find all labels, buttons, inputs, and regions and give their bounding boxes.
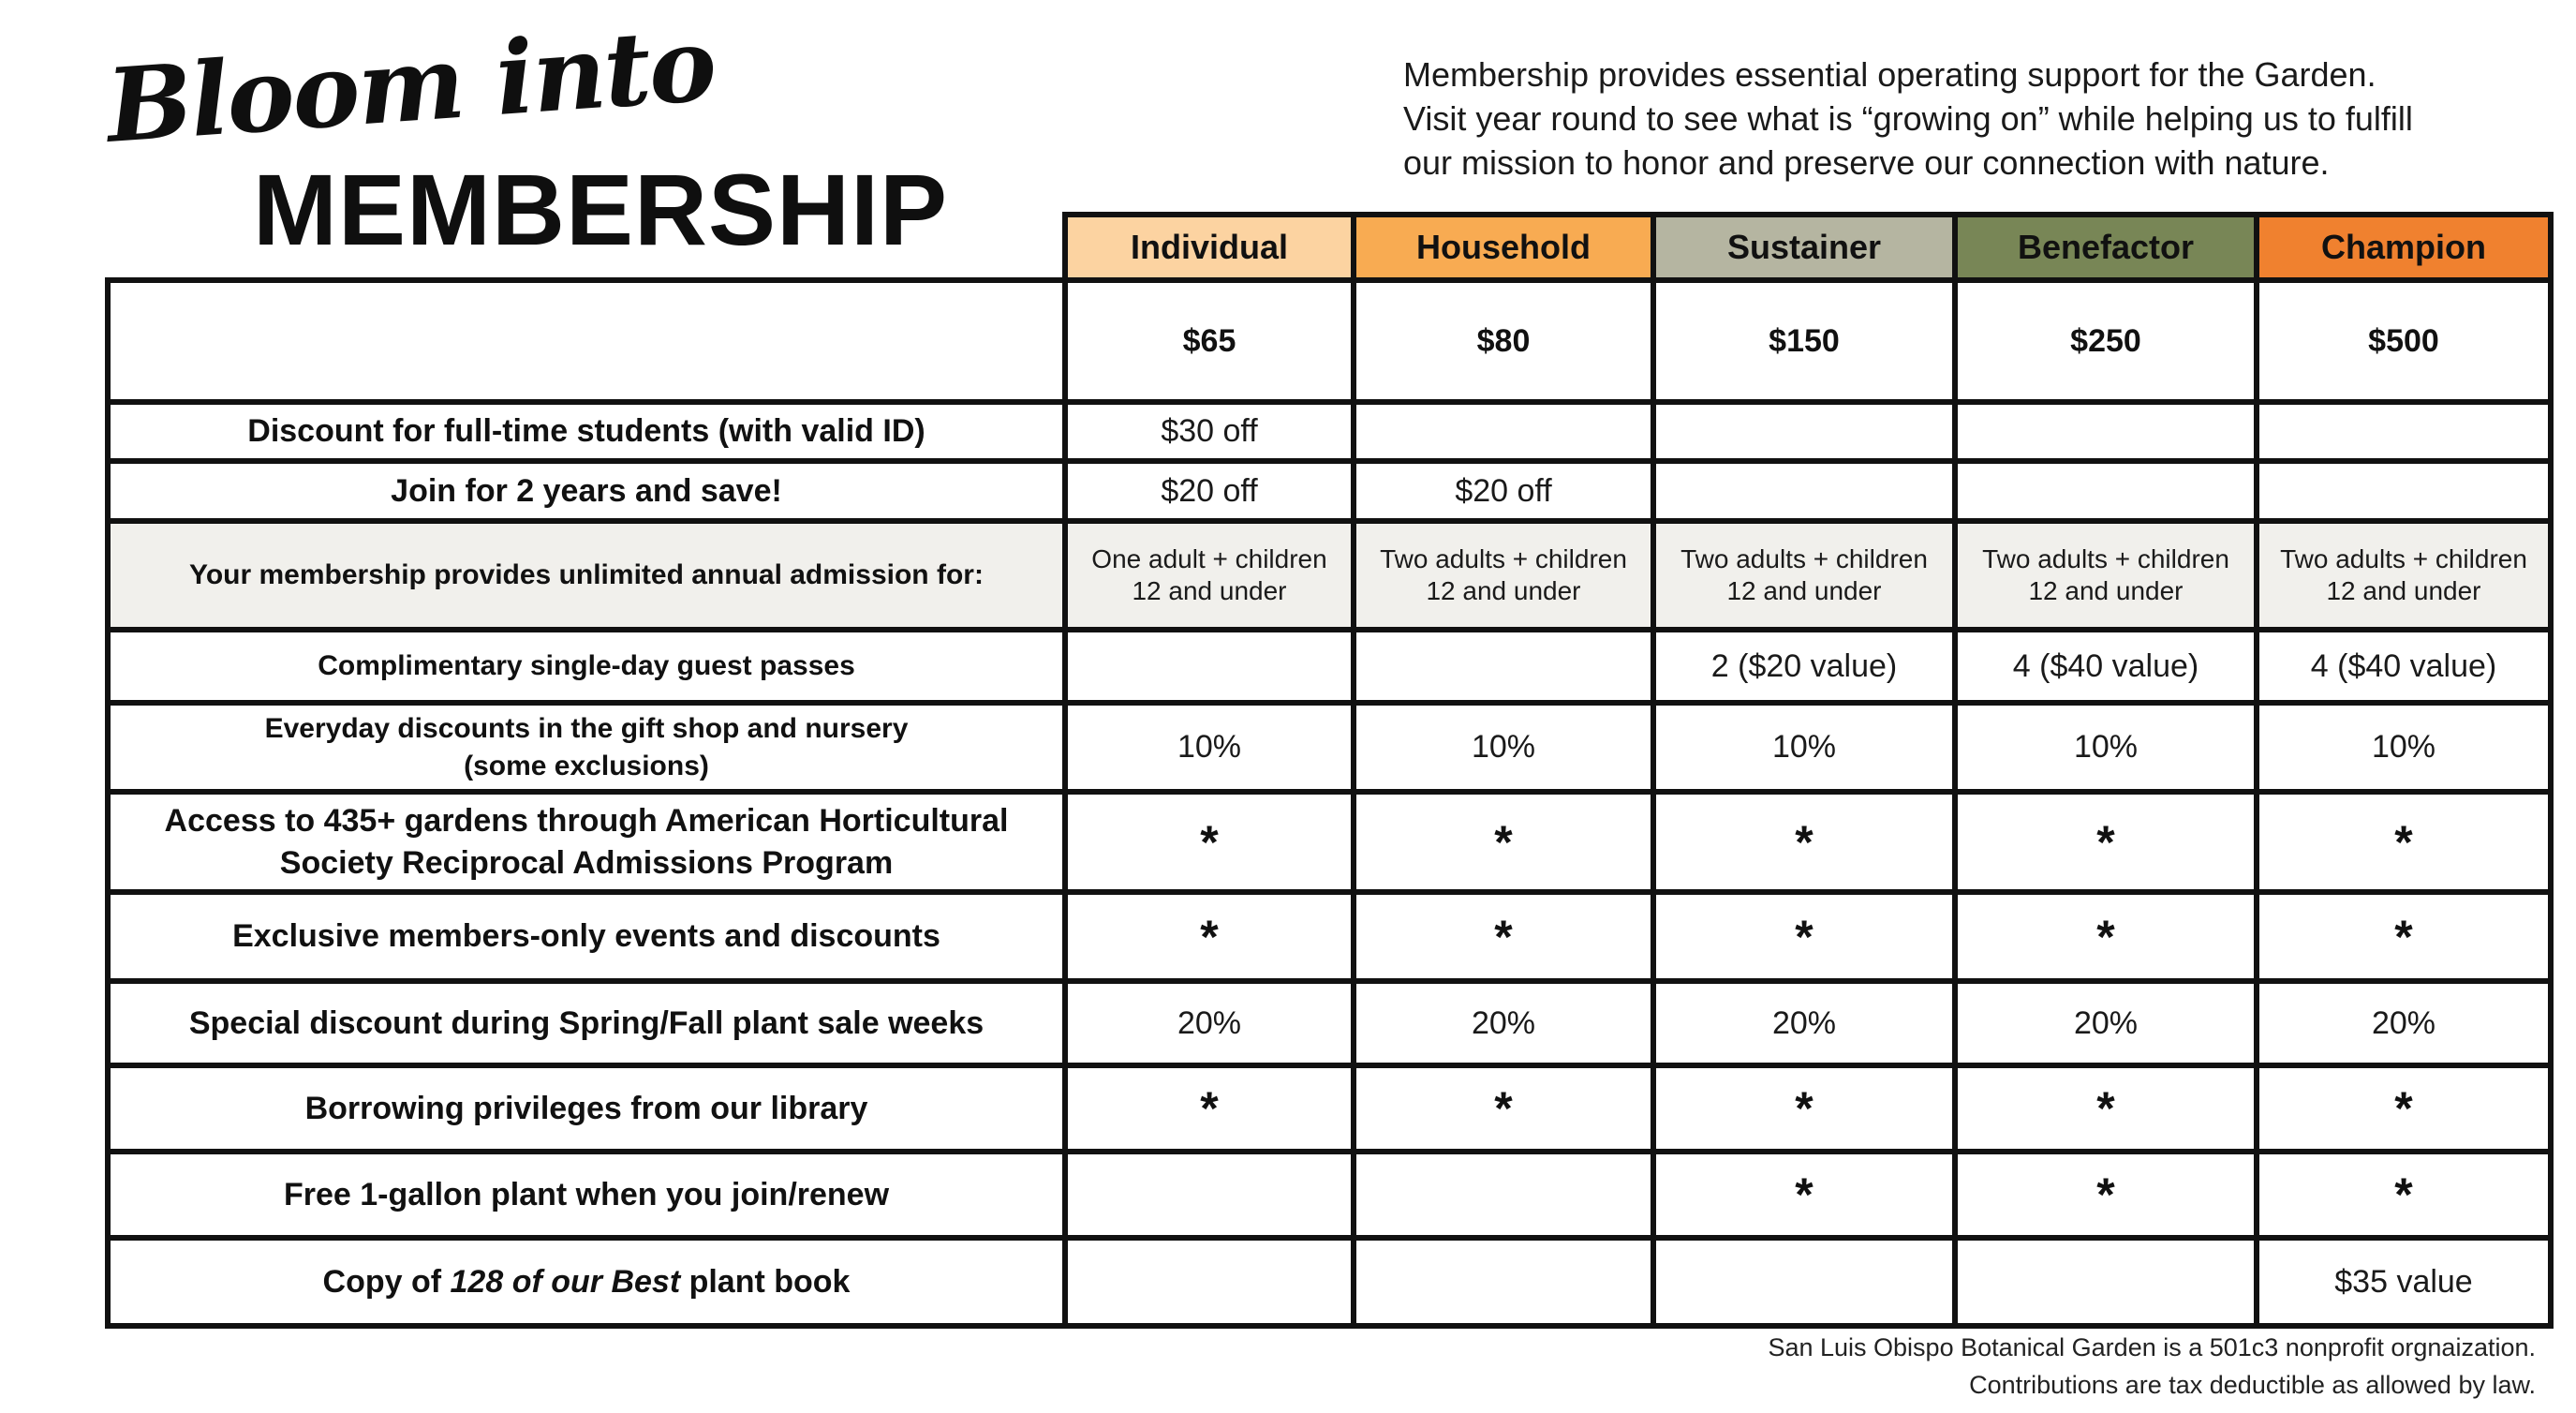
included-mark: [1065, 1152, 1354, 1238]
tier-household: Household: [1354, 215, 1653, 280]
intro-line: Visit year round to see what is “growing on” while helping us to fulfill: [1403, 99, 2413, 138]
row-label: Join for 2 years and save!: [108, 461, 1065, 521]
included-mark: *: [1653, 1152, 1955, 1238]
admission-line: 12 and under: [2326, 576, 2481, 605]
intro-line: our mission to honor and preserve our connection with nature.: [1403, 143, 2330, 182]
included-mark: *: [1065, 792, 1354, 892]
row-label-line: Everyday discounts in the gift shop and nursery: [264, 712, 909, 744]
admission-line: 12 and under: [2028, 576, 2184, 605]
value-cell: [1653, 1238, 1955, 1326]
admission-line: Two adults + children: [1982, 544, 2229, 573]
price-cell: $65: [1065, 280, 1354, 402]
included-mark: *: [1354, 1065, 1653, 1152]
value-cell: [1065, 630, 1354, 703]
value-cell: 20%: [1653, 981, 1955, 1065]
row-label: [108, 792, 1065, 892]
value-cell: [1955, 1238, 2257, 1326]
tier-benefactor: Benefactor: [1955, 215, 2257, 280]
table-row: [108, 1238, 2551, 1326]
included-mark: *: [2257, 792, 2551, 892]
book-label-post: plant book: [680, 1263, 851, 1300]
included-mark: *: [2257, 1065, 2551, 1152]
price-cell: $150: [1653, 280, 1955, 402]
value-cell: 20%: [1354, 981, 1653, 1065]
intro-line: Membership provides essential operating support for the Garden.: [1403, 55, 2376, 94]
table-row: [108, 703, 2551, 792]
row-label-line: Society Reciprocal Admissions Program: [279, 844, 894, 881]
row-label: Exclusive members-only events and discounts: [108, 892, 1065, 981]
admission-line: Two adults + children: [2280, 544, 2527, 573]
row-label-line: (some exclusions): [464, 750, 709, 781]
tier-sustainer: Sustainer: [1653, 215, 1955, 280]
footer-line: Contributions are tax deductible as allowed by law.: [1969, 1371, 2536, 1399]
row-label: [108, 1238, 1065, 1326]
included-mark: *: [1065, 1065, 1354, 1152]
value-cell: [1653, 402, 1955, 461]
value-cell: [1955, 461, 2257, 521]
admission-line: One adult + children: [1091, 544, 1327, 573]
admission-line: 12 and under: [1426, 576, 1581, 605]
included-mark: *: [1955, 792, 2257, 892]
table-row: [108, 892, 2551, 981]
script-heading: Bloom into: [102, 5, 718, 166]
value-cell: [1955, 402, 2257, 461]
intro-text: [1403, 52, 2527, 185]
value-cell: $20 off: [1065, 461, 1354, 521]
value-cell: [1354, 1238, 1653, 1326]
included-mark: *: [1354, 892, 1653, 981]
value-cell: [1653, 461, 1955, 521]
admission-line: Two adults + children: [1380, 544, 1627, 573]
value-cell: [1354, 402, 1653, 461]
row-label-line: Access to 435+ gardens through American Horticultural: [164, 802, 1009, 839]
included-mark: *: [1955, 1065, 2257, 1152]
included-mark: *: [2257, 892, 2551, 981]
value-cell: 10%: [1955, 703, 2257, 792]
row-label: Your membership provides unlimited annual admission for:: [108, 521, 1065, 630]
included-mark: *: [1653, 1065, 1955, 1152]
value-cell: [1065, 1238, 1354, 1326]
value-cell: [2257, 521, 2551, 630]
footer-note: [1768, 1329, 2536, 1404]
table-row: [108, 1065, 2551, 1152]
footer-line: San Luis Obispo Botanical Garden is a 501c3 nonprofit orgnaization.: [1768, 1333, 2536, 1361]
included-mark: *: [1354, 792, 1653, 892]
table-row: [108, 792, 2551, 892]
table-row: [108, 981, 2551, 1065]
admission-line: 12 and under: [1726, 576, 1882, 605]
table-row: [108, 521, 2551, 630]
row-label: [108, 703, 1065, 792]
included-mark: *: [1065, 892, 1354, 981]
price-cell: $80: [1354, 280, 1653, 402]
row-label: Borrowing privileges from our library: [108, 1065, 1065, 1152]
value-cell: 10%: [1653, 703, 1955, 792]
value-cell: [1354, 521, 1653, 630]
table-row: [108, 1152, 2551, 1238]
book-label-pre: Copy of: [322, 1263, 451, 1300]
value-cell: 20%: [1065, 981, 1354, 1065]
page-title: MEMBERSHIP: [253, 153, 949, 266]
table-row: [108, 461, 2551, 521]
book-title: 128 of our Best: [450, 1263, 681, 1300]
value-cell: $20 off: [1354, 461, 1653, 521]
admission-line: 12 and under: [1132, 576, 1287, 605]
table-row: [108, 630, 2551, 703]
value-cell: 20%: [2257, 981, 2551, 1065]
value-cell: [1955, 521, 2257, 630]
value-cell: 4 ($40 value): [2257, 630, 2551, 703]
included-mark: [1354, 1152, 1653, 1238]
value-cell: 10%: [1065, 703, 1354, 792]
included-mark: *: [1955, 892, 2257, 981]
price-cell: $250: [1955, 280, 2257, 402]
row-label: Discount for full-time students (with valid ID): [108, 402, 1065, 461]
value-cell: [1354, 630, 1653, 703]
included-mark: *: [1653, 792, 1955, 892]
table-row: [108, 402, 2551, 461]
value-cell: 10%: [1354, 703, 1653, 792]
tier-champion: Champion: [2257, 215, 2551, 280]
row-label: Free 1-gallon plant when you join/renew: [108, 1152, 1065, 1238]
membership-table: [105, 212, 2554, 1329]
price-row-label: [108, 280, 1065, 402]
value-cell: [1653, 521, 1955, 630]
value-cell: [1065, 521, 1354, 630]
header-spacer: [108, 215, 1065, 280]
value-cell: $30 off: [1065, 402, 1354, 461]
value-cell: [2257, 402, 2551, 461]
included-mark: *: [1955, 1152, 2257, 1238]
tier-individual: Individual: [1065, 215, 1354, 280]
admission-line: Two adults + children: [1680, 544, 1928, 573]
row-label: Complimentary single-day guest passes: [108, 630, 1065, 703]
value-cell: 20%: [1955, 981, 2257, 1065]
price-row: [108, 280, 2551, 402]
value-cell: 2 ($20 value): [1653, 630, 1955, 703]
value-cell: 4 ($40 value): [1955, 630, 2257, 703]
row-label: Special discount during Spring/Fall plant sale weeks: [108, 981, 1065, 1065]
value-cell: 10%: [2257, 703, 2551, 792]
value-cell: $35 value: [2257, 1238, 2551, 1326]
included-mark: *: [1653, 892, 1955, 981]
price-cell: $500: [2257, 280, 2551, 402]
value-cell: [2257, 461, 2551, 521]
included-mark: *: [2257, 1152, 2551, 1238]
